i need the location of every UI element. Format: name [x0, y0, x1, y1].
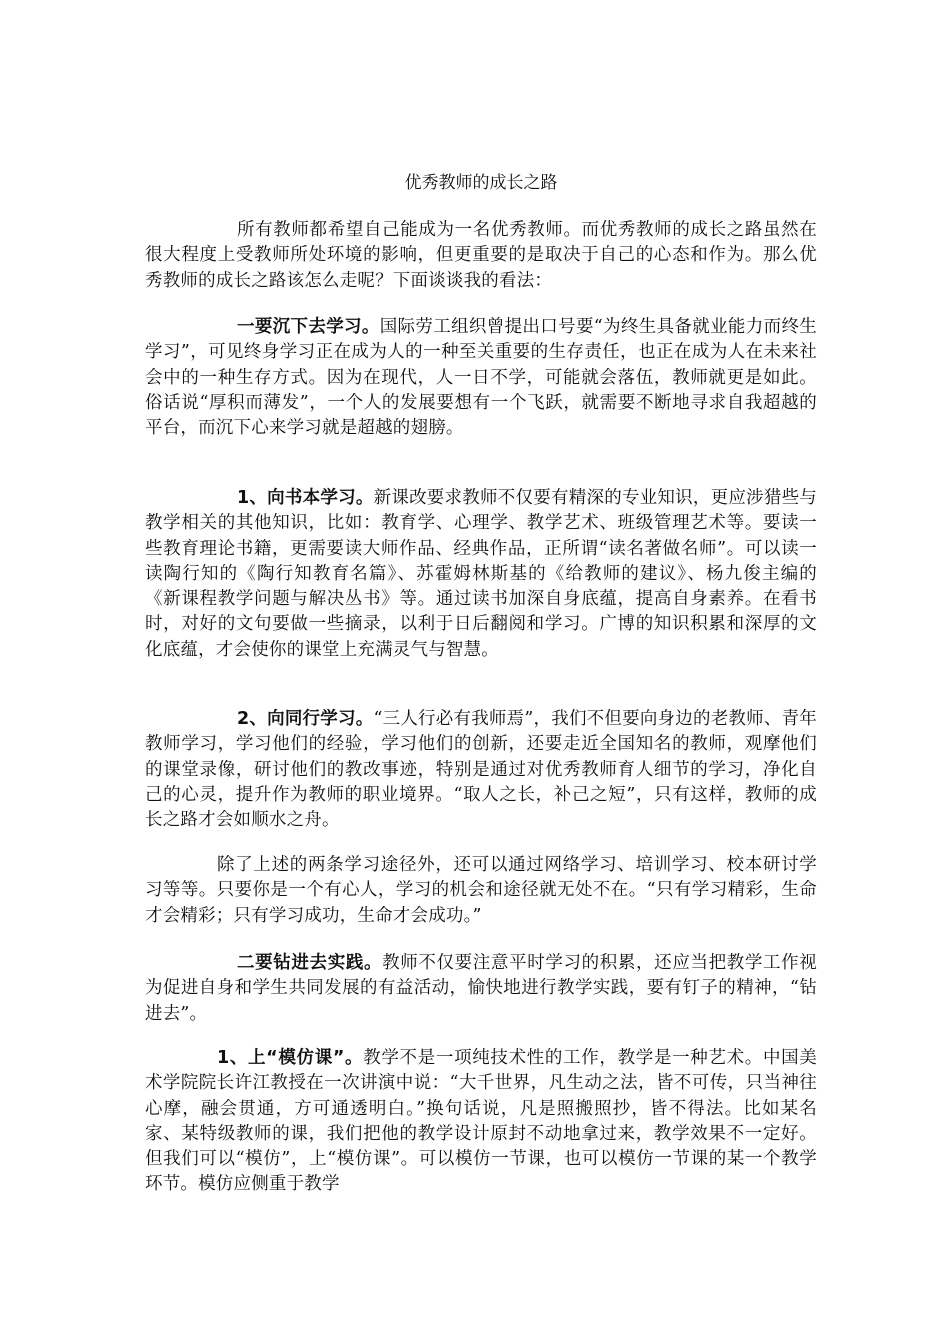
- learn-from-peers-text: “三人行必有我师焉”，我们不但要向身边的老教师、青年教师学习，学习他们的经验，学习他们的创新，还要走近全国知名的教师，观摩他们的课堂录像，研讨他们的教改事迹，特别是通过对优秀教师育人细节的学习，净化自己的心灵，提升作为教师的职业境界。“取人之长，补己之短”，只有这样，教师的成长之路才会如顺水之舟。: [145, 709, 818, 831]
- section-learning-paragraph: [145, 315, 817, 441]
- section-learning-text: 国际劳工组织曾提出口号要“为终生具备就业能力而终生学习”，可见终身学习正在成为人的一种至关重要的生存责任，也正在成为人在未来社会中的一种生存方式。因为在现代，人一日不学，可能就会落伍，教师就更是如此。俗话说“厚积而薄发”，一个人的发展要想有一个飞跃，就需要不断地寻求自我超越的平台，而沉下心来学习就是超越的翅膀。: [145, 317, 817, 439]
- document-page: [145, 0, 817, 1344]
- section-practice-paragraph: [145, 951, 817, 1027]
- section-practice-text: 教师不仅要注意平时学习的积累，还应当把教学工作视为促进自身和学生共同发展的有益活动，愉快地进行教学实践，要有钉子的精神，“钻进去”。: [145, 953, 817, 1024]
- imitation-lesson-text: 教学不是一项纯技术性的工作，教学是一种艺术。中国美术学院院长许江教授在一次讲演中说：“大千世界，凡生动之法，皆不可传，只当神往心摩，融会贯通，方可通透明白。”换句话说，凡是照搬照抄，皆不得法。比如某名家、某特级教师的课，我们把他的教学设计原封不动地拿过来，教学效果不一定好。但我们可以“模仿”，上“模仿课”。可以模仿一节课，也可以模仿一节课的某一个教学环节。模仿应侧重于教学: [145, 1048, 818, 1195]
- learn-from-books-text: 新课改要求教师不仅要有精深的专业知识，更应涉猎些与教学相关的其他知识，比如：教育学、心理学、教学艺术、班级管理艺术等。要读一些教育理论书籍，更需要读大师作品、经典作品，正所谓“读名著做名师”。可以读一读陶行知的《陶行知教育名篇》、苏霍姆林斯基的《给教师的建议》、杨九俊主编的《新课程教学问题与解决丛书》等。通过读书加深自身底蕴，提高自身素养。在看书时，对好的文句要做一些摘录，以利于日后翻阅和学习。广博的知识积累和深厚的文化底蕴，才会使你的课堂上充满灵气与智慧。: [145, 488, 818, 660]
- summary-paragraph: 除了上述的两条学习途径外，还可以通过网络学习、培训学习、校本研讨学习等等。只要你是一个有心人，学习的机会和途径就无处不在。“只有学习精彩，生命才会精彩；只有学习成功，生命才会成功。”: [145, 855, 817, 926]
- section-learning-heading: 一要沉下去学习。: [237, 317, 380, 337]
- learn-from-books-heading: 1、向书本学习。: [237, 488, 374, 508]
- learn-from-books-paragraph: [145, 486, 817, 663]
- learn-from-peers-paragraph: [145, 707, 817, 833]
- learn-from-peers-heading: 2、向同行学习。: [237, 709, 374, 729]
- document-title: 优秀教师的成长之路: [404, 173, 558, 193]
- imitation-lesson-paragraph: [145, 1046, 817, 1198]
- section-practice-heading: 二要钻进去实践。: [237, 953, 383, 973]
- imitation-lesson-heading: 1、上“模仿课”。: [217, 1048, 364, 1068]
- intro-paragraph: 所有教师都希望自己能成为一名优秀教师。而优秀教师的成长之路虽然在很大程度上受教师所处环境的影响，但更重要的是取决于自己的心态和作为。那么优秀教师的成长之路该怎么走呢？下面谈谈我的看法：: [145, 220, 817, 291]
